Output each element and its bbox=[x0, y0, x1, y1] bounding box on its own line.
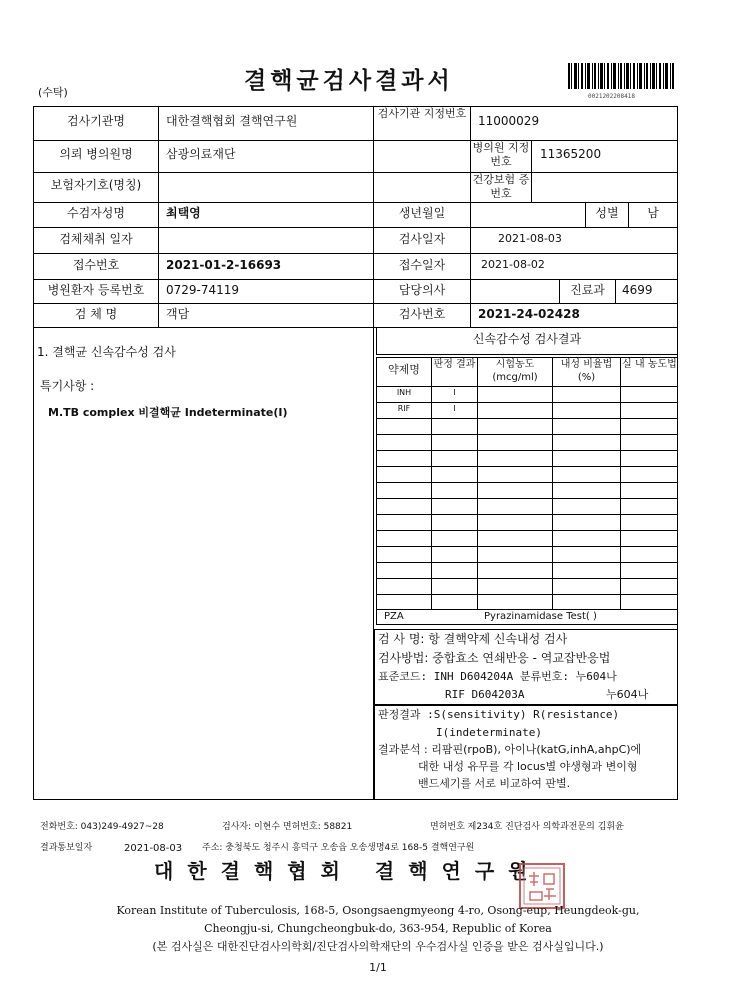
lab-value: 대한결핵협회 결핵연구원 bbox=[166, 114, 298, 128]
row-judgement: I bbox=[453, 404, 456, 413]
interp-line2: I(indeterminate) bbox=[436, 726, 542, 739]
footer-notice-date: 2021-08-03 bbox=[124, 843, 183, 854]
pza-value: Pyrazinamidase Test( ) bbox=[484, 611, 597, 622]
interp-line4: 대한 내성 유무를 각 locus별 야생형과 변이형 bbox=[418, 760, 638, 773]
col-judgement: 판정 결과 bbox=[433, 359, 476, 370]
birth-label: 생년월일 bbox=[398, 206, 446, 220]
col-drug: 약제명 bbox=[388, 363, 420, 376]
collect-label: 검체채취 일자 bbox=[59, 232, 133, 246]
sex-value: 남 bbox=[647, 206, 659, 220]
footer-notice-label: 결과통보일자 bbox=[40, 843, 93, 853]
test-item: 1. 결핵균 신속감수성 검사 bbox=[37, 345, 176, 359]
reception-no-label: 접수번호 bbox=[72, 258, 120, 272]
address-en-line1: Korean Institute of Tuberculosis, 168-5, Osongsaengmyeong 4-ro, Osong-eup, Heungdeok-gu, bbox=[116, 904, 640, 917]
page-number: 1/1 bbox=[369, 961, 387, 974]
interp-line3: 결과분석 : 리팜핀(rpoB), 아이나(katG,inhA,ahpC)에 bbox=[378, 743, 642, 756]
test-no-label: 검사번호 bbox=[398, 307, 446, 321]
insurance-no-label: 건강보험 증번호 bbox=[472, 173, 530, 200]
lab-label: 검사기관명 bbox=[67, 114, 125, 128]
reception-no-value: 2021-01-2-16693 bbox=[166, 258, 282, 272]
col-resistance: 내성 비율법(%) bbox=[560, 359, 613, 383]
hospital-label: 의뢰 병의원명 bbox=[59, 147, 133, 161]
specimen-value: 객담 bbox=[166, 307, 190, 321]
test-no-value: 2021-24-02428 bbox=[478, 307, 580, 321]
patient-label: 수검자성명 bbox=[67, 206, 125, 220]
test-date-value: 2021-08-03 bbox=[498, 232, 562, 245]
pza-label: PZA bbox=[384, 611, 404, 622]
row-drug: INH bbox=[396, 388, 412, 397]
row-judgement: I bbox=[453, 388, 456, 397]
regno-value: 0729-74119 bbox=[166, 283, 240, 297]
interp-line5: 밴드세기를 서로 비교하여 판별. bbox=[418, 777, 571, 790]
specimen-label: 검 체 명 bbox=[74, 307, 118, 321]
remarks-label: 특기사항 : bbox=[40, 379, 95, 393]
doctor-label: 담당의사 bbox=[398, 283, 446, 297]
page-title: 결핵균검사결과서 bbox=[244, 68, 454, 94]
method-code: 표준코드: INH D604204A 분류번호: 누604나 bbox=[378, 670, 617, 683]
footer-inspector: 검사자: 이현수 면허번호: 58821 bbox=[222, 822, 353, 832]
method-name: 검 사 명: 항 결핵약제 신속내성 검사 bbox=[378, 632, 568, 646]
test-date-label: 검사일자 bbox=[398, 232, 446, 246]
hospital-value: 삼광의료재단 bbox=[166, 147, 236, 161]
regno-label: 병원환자 등록번호 bbox=[47, 283, 145, 297]
col-concentration: 시험농도 (mcg/ml) bbox=[492, 359, 538, 383]
reception-date-value: 2021-08-02 bbox=[481, 258, 545, 271]
request-tag: (수탁) bbox=[38, 86, 68, 99]
footer-address-kr: 주소: 충청북도 청주시 흥덕구 오송읍 오송생명4로 168-5 결핵연구원 bbox=[202, 843, 475, 853]
remarks-value: M.TB complex 비결핵균 Indeterminate(I) bbox=[48, 406, 288, 419]
address-en-line2: Cheongju-si, Chungcheongbuk-do, 363-954, Republic of Korea bbox=[204, 922, 552, 935]
lab-no-label: 검사기관 지정번호 bbox=[377, 107, 467, 120]
method-code-rif: RIF D604203A bbox=[445, 688, 525, 701]
row-drug: RIF bbox=[397, 404, 411, 413]
method-method: 검사방법: 중합효소 연쇄반응 - 역교잡반응법 bbox=[378, 651, 611, 665]
barcode bbox=[568, 63, 676, 91]
hospital-no-label: 병의원 지정번호 bbox=[472, 141, 530, 168]
hospital-no-value: 11365200 bbox=[540, 147, 602, 161]
insurer-label: 보험자기호(명칭) bbox=[50, 178, 142, 192]
footer-license: 면허번호 제234호 진단검사 의학과전문의 김휘윤 bbox=[430, 822, 624, 832]
reception-date-label: 접수일자 bbox=[398, 258, 446, 272]
footer-tel: 전화번호: 043)249-4927~28 bbox=[40, 822, 164, 832]
sex-label: 성별 bbox=[595, 206, 619, 220]
interp-line1: 판정결과 :S(sensitivity) R(resistance) bbox=[378, 708, 620, 721]
col-room: 실 내 농도법 bbox=[622, 359, 677, 370]
method-code-rif-class: 누604나 bbox=[606, 688, 649, 701]
barcode-number: 0021202208418 bbox=[588, 93, 635, 100]
results-title: 신속감수성 검사결과 bbox=[472, 332, 582, 346]
certification-note: (본 검사실은 대한진단검사의학회/진단검사의학재단의 우수검사실 인증을 받은 검사실입니다.) bbox=[152, 940, 604, 953]
patient-value: 최택영 bbox=[166, 206, 201, 220]
dept-value: 4699 bbox=[622, 283, 653, 297]
lab-no-value: 11000029 bbox=[478, 114, 540, 128]
organization-name: 대한결핵협회 결핵연구원 bbox=[154, 859, 542, 883]
official-seal-stamp bbox=[518, 862, 566, 910]
dept-label: 진료과 bbox=[570, 283, 605, 297]
